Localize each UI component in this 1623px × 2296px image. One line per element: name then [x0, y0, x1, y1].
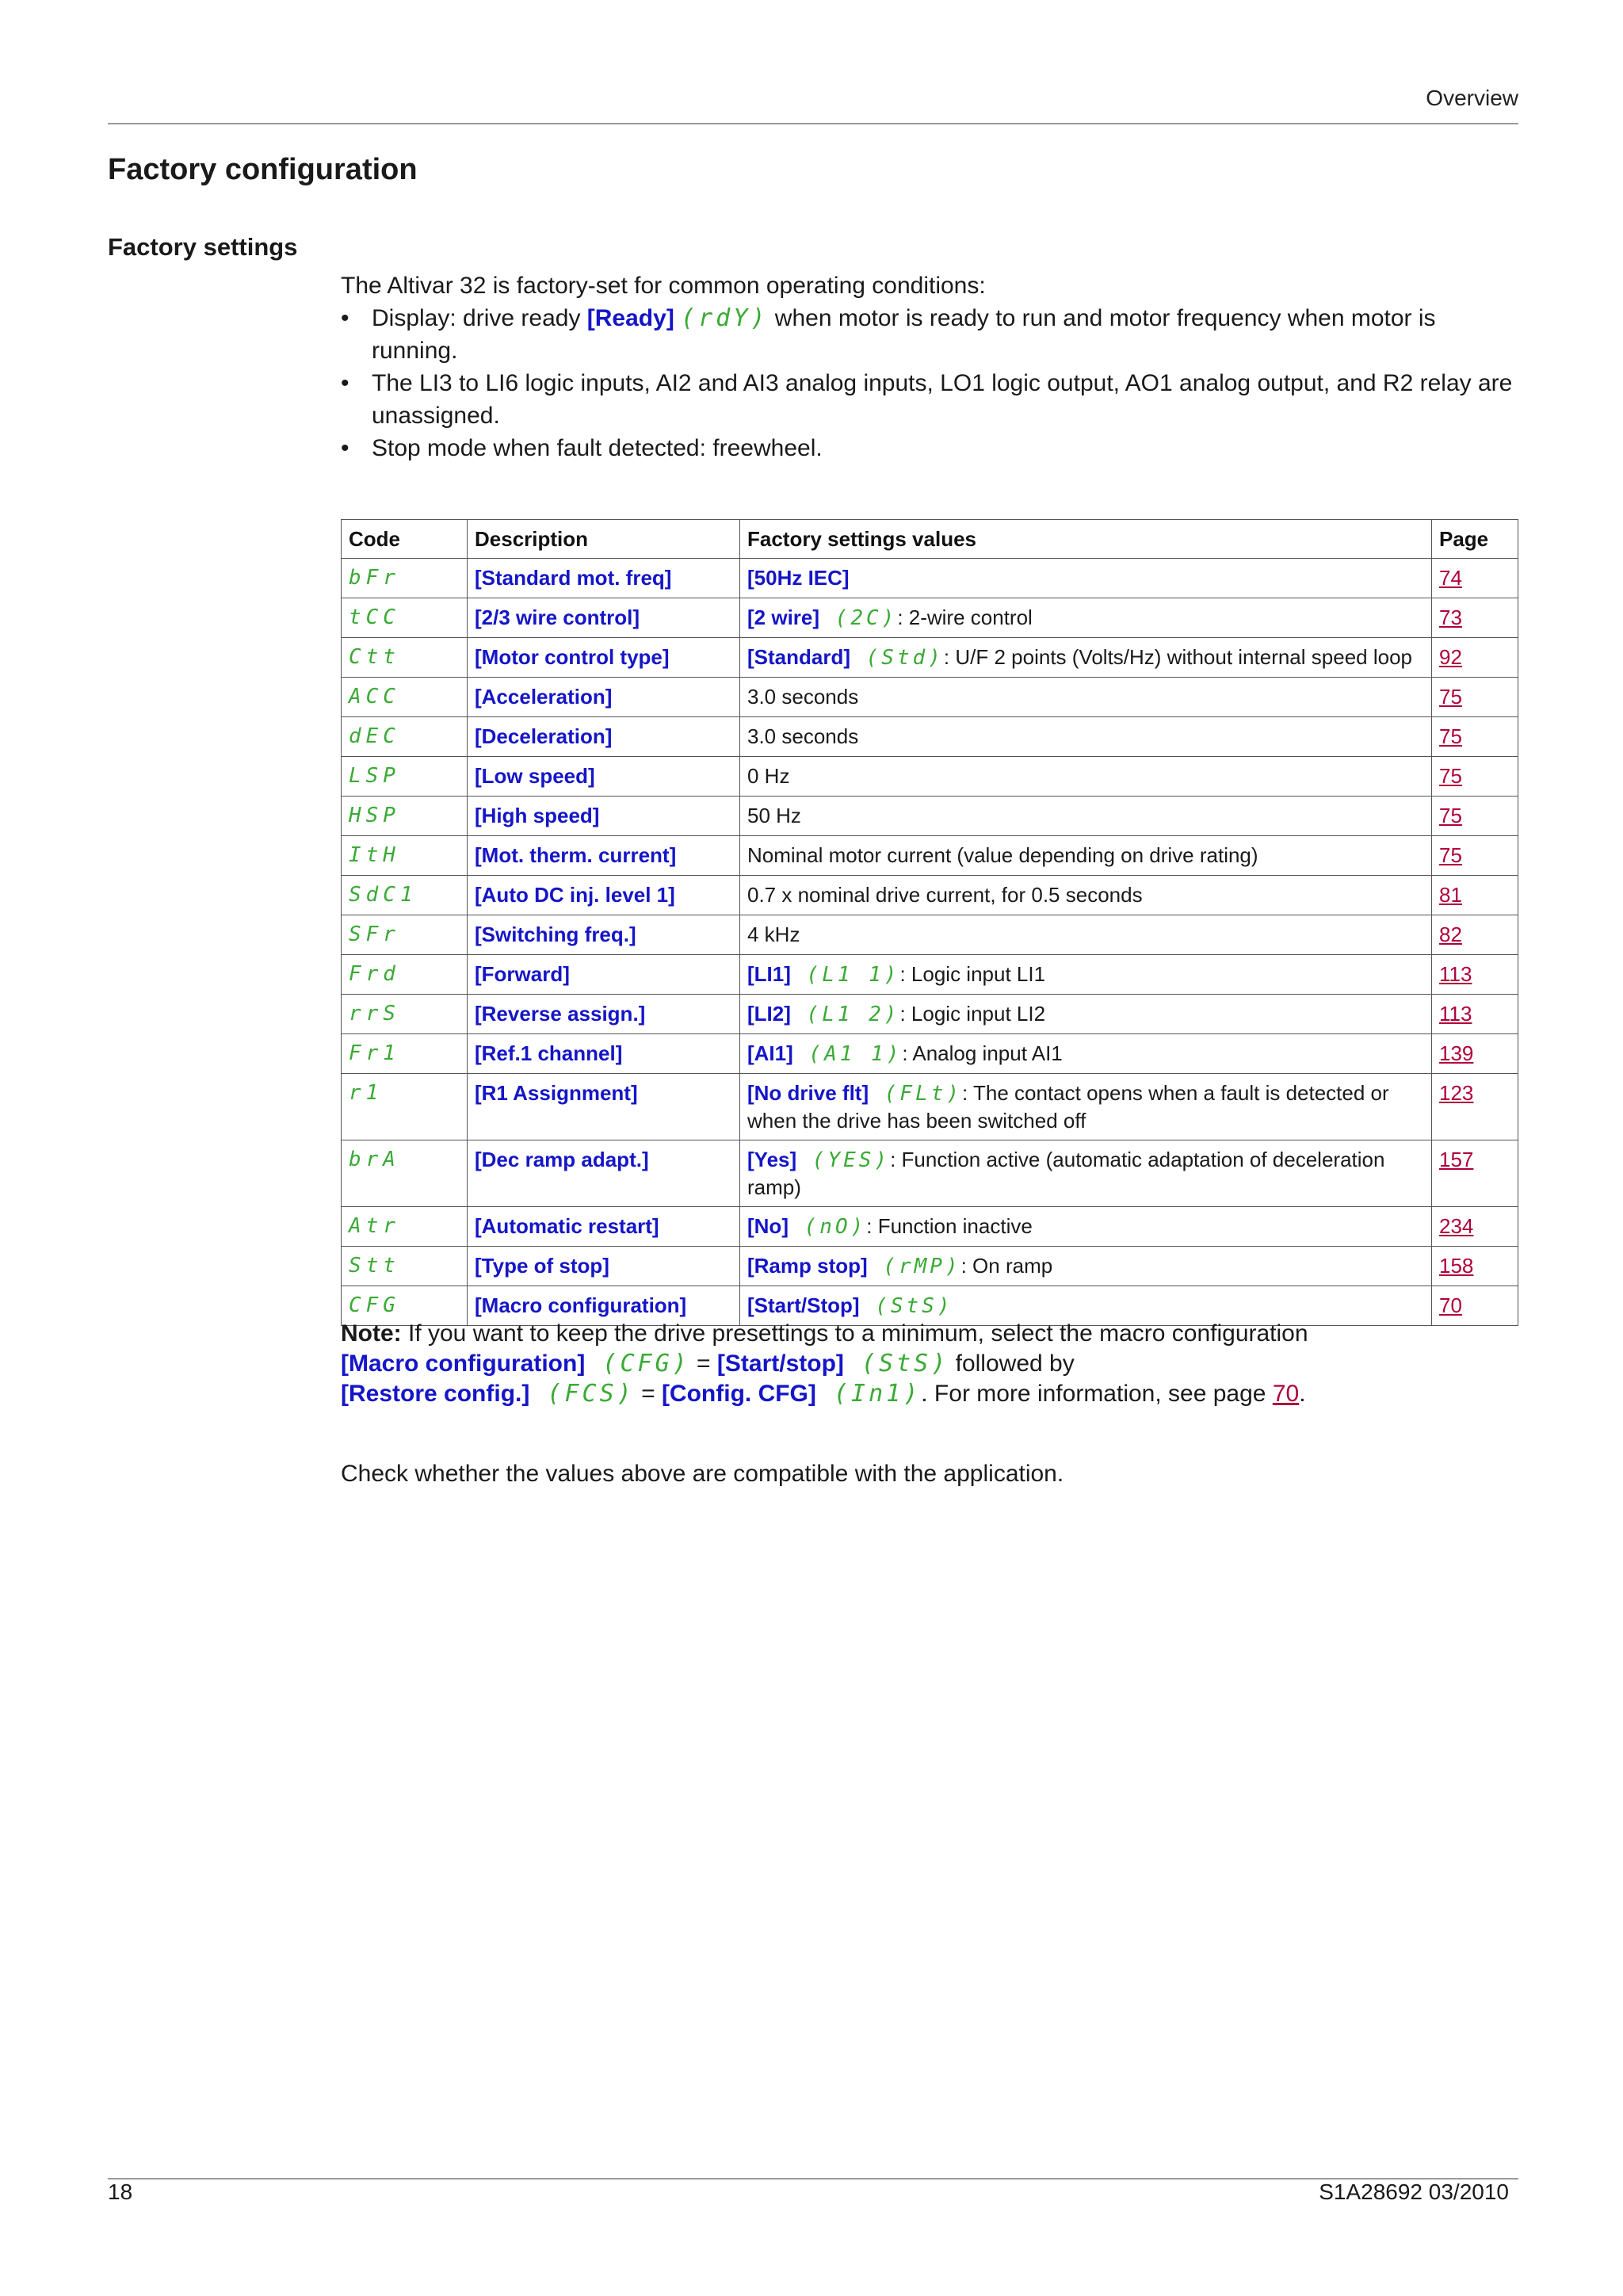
value-parameter: [Ramp stop]: [747, 1254, 868, 1278]
value-lcd-code: (Std): [850, 646, 944, 670]
factory-value: [740, 995, 1432, 1034]
page-cell: [1432, 598, 1518, 638]
table-row: [342, 598, 1518, 638]
param-config-cfg: [Config. CFG]: [661, 1381, 816, 1407]
table-row: [342, 836, 1518, 876]
page-link[interactable]: 234: [1439, 1214, 1474, 1238]
value-parameter: [Yes]: [747, 1148, 797, 1171]
page-cell: [1432, 757, 1518, 797]
page-cell: [1432, 915, 1518, 955]
factory-value: [740, 678, 1432, 717]
page-link[interactable]: 75: [1439, 843, 1462, 867]
factory-value: [740, 836, 1432, 876]
parameter-code: ItH: [342, 836, 468, 876]
parameter-description: [High speed]: [468, 797, 740, 836]
value-lcd-code: (L1 1): [790, 963, 900, 987]
page-link-70[interactable]: 70: [1272, 1381, 1300, 1407]
parameter-code: dEC: [342, 717, 468, 757]
value-lcd-code: (L1 2): [790, 1003, 900, 1026]
parameter-description: [2/3 wire control]: [468, 598, 740, 638]
page-link[interactable]: 70: [1439, 1293, 1462, 1317]
value-lcd-code: (2C): [819, 606, 898, 630]
parameter-description: [Forward]: [468, 955, 740, 995]
lcd-code-rdy: (rdY): [681, 304, 769, 332]
parameter-code: HSP: [342, 797, 468, 836]
note-line-1: [341, 1319, 1522, 1349]
value-text: : Logic input LI2: [899, 1002, 1046, 1026]
value-text: 4 kHz: [747, 923, 800, 946]
parameter-description: [Motor control type]: [468, 638, 740, 678]
parameter-code: brA: [342, 1140, 468, 1207]
value-lcd-code: (YES): [796, 1148, 891, 1172]
table-row: [342, 559, 1518, 598]
parameter-code: bFr: [342, 559, 468, 598]
parameter-description: [Low speed]: [468, 757, 740, 797]
page-link[interactable]: 73: [1439, 606, 1462, 629]
value-lcd-code: (A1 1): [792, 1042, 903, 1066]
page-title: Factory configuration: [108, 153, 418, 186]
note-block: [341, 1319, 1522, 1409]
lcd-code-cfg: (CFG): [585, 1350, 690, 1377]
factory-value: [740, 1247, 1432, 1286]
section-subtitle: Factory settings: [108, 233, 298, 261]
table-row: [342, 797, 1518, 836]
parameter-code: CFG: [342, 1286, 468, 1326]
page-cell: [1432, 995, 1518, 1034]
document-reference: S1A28692 03/2010: [1319, 2179, 1509, 2204]
page-cell: [1432, 1074, 1518, 1140]
parameter-code: tCC: [342, 598, 468, 638]
table-row: [342, 915, 1518, 955]
page-cell: [1432, 797, 1518, 836]
parameter-code: Frd: [342, 955, 468, 995]
value-text: : Logic input LI1: [899, 962, 1046, 986]
column-header-code: Code: [342, 520, 468, 559]
page-cell: [1432, 678, 1518, 717]
table-row: [342, 955, 1518, 995]
value-text: 3.0 seconds: [747, 724, 859, 748]
param-start-stop: [Start/stop]: [716, 1350, 844, 1377]
page-link[interactable]: 75: [1439, 724, 1462, 748]
parameter-code: Stt: [342, 1247, 468, 1286]
value-text: : Analog input AI1: [902, 1041, 1063, 1065]
value-text: : The contact opens when a fault is detected or when the drive has been switched off: [747, 1081, 1389, 1133]
factory-value: [740, 638, 1432, 678]
value-parameter: [LI1]: [747, 962, 791, 986]
lcd-code-in1: (In1): [815, 1380, 922, 1408]
table-body: [342, 559, 1518, 1326]
parameter-code: ACC: [342, 678, 468, 717]
parameter-code: r1: [342, 1074, 468, 1140]
value-text: : Function inactive: [866, 1214, 1033, 1238]
table-row: [342, 678, 1518, 717]
parameter-code: SFr: [342, 915, 468, 955]
parameter-code: rrS: [342, 995, 468, 1034]
intro-block: [341, 269, 1522, 464]
factory-settings-table: [341, 519, 1518, 1326]
factory-value: [740, 1207, 1432, 1247]
page-link[interactable]: 113: [1439, 1002, 1472, 1026]
parameter-description: [Automatic restart]: [468, 1207, 740, 1247]
factory-value: [740, 797, 1432, 836]
parameter-description: [Switching freq.]: [468, 915, 740, 955]
parameter-description: [Macro configuration]: [468, 1286, 740, 1326]
table-row: [342, 1207, 1518, 1247]
value-lcd-code: (StS): [859, 1294, 953, 1318]
intro-bullet-list: [341, 302, 1522, 464]
value-text: Nominal motor current (value depending on drive rating): [747, 843, 1258, 867]
value-text: : U/F 2 points (Volts/Hz) without internal speed loop: [943, 645, 1412, 669]
table-row: [342, 1247, 1518, 1286]
value-text: : On ramp: [960, 1254, 1053, 1278]
bullet-icon: •: [341, 305, 349, 331]
factory-value: [740, 1140, 1432, 1207]
footer-divider: [108, 2178, 1518, 2179]
page-link[interactable]: 113: [1439, 962, 1472, 986]
table-row: [342, 717, 1518, 757]
page-link[interactable]: 75: [1439, 804, 1462, 827]
parameter-description: [Standard mot. freq]: [468, 559, 740, 598]
note-line-3: [341, 1379, 1522, 1409]
parameter-code: SdC1: [342, 876, 468, 915]
value-parameter: [AI1]: [747, 1041, 793, 1065]
page-link[interactable]: 92: [1439, 645, 1462, 669]
column-header-description: Description: [468, 520, 740, 559]
table-row: [342, 876, 1518, 915]
bullet-text: Stop mode when fault detected: freewheel.: [372, 435, 823, 461]
header-divider: [108, 123, 1518, 124]
table-row: [342, 1074, 1518, 1140]
column-header-page: Page: [1432, 520, 1518, 559]
factory-value: [740, 955, 1432, 995]
table-row: [342, 638, 1518, 678]
page-link[interactable]: 75: [1439, 764, 1462, 788]
table-row: [342, 1034, 1518, 1074]
equals-text: =: [689, 1350, 717, 1377]
equals-text: =: [634, 1381, 662, 1407]
param-macro-configuration: [Macro configuration]: [341, 1350, 586, 1377]
parameter-description: [Type of stop]: [468, 1247, 740, 1286]
table-row: [342, 757, 1518, 797]
parameter-description: [Acceleration]: [468, 678, 740, 717]
table-header-row: [342, 520, 1518, 559]
page-link[interactable]: 81: [1439, 883, 1462, 907]
intro-lead: The Altivar 32 is factory-set for common operating conditions:: [341, 273, 986, 299]
note-label: Note:: [341, 1320, 402, 1347]
factory-value: [740, 757, 1432, 797]
page-link[interactable]: 75: [1439, 685, 1462, 709]
parameter-code: Fr1: [342, 1034, 468, 1074]
value-lcd-code: (FLt): [869, 1082, 963, 1106]
value-parameter: [No drive flt]: [747, 1081, 869, 1105]
param-ready: [Ready]: [586, 305, 674, 331]
page-cell: [1432, 1207, 1518, 1247]
page-cell: [1432, 717, 1518, 757]
value-text: 3.0 seconds: [747, 685, 859, 709]
value-text: 0.7 x nominal drive current, for 0.5 seconds: [747, 883, 1143, 907]
compatibility-check-text: Check whether the values above are compatible with the application.: [341, 1461, 1064, 1487]
parameter-description: [Mot. therm. current]: [468, 836, 740, 876]
page-cell: [1432, 1247, 1518, 1286]
parameter-code: LSP: [342, 757, 468, 797]
factory-value: [740, 876, 1432, 915]
table-row: [342, 995, 1518, 1034]
parameter-description: [Auto DC inj. level 1]: [468, 876, 740, 915]
parameter-code: Atr: [342, 1207, 468, 1247]
page-cell: [1432, 876, 1518, 915]
parameter-description: [Ref.1 channel]: [468, 1034, 740, 1074]
page-number: 18: [108, 2179, 133, 2204]
factory-value: [740, 915, 1432, 955]
lcd-code-sts: (StS): [843, 1350, 949, 1377]
value-parameter: [Start/Stop]: [747, 1293, 860, 1317]
note-line-2: [341, 1349, 1522, 1379]
page-link[interactable]: 139: [1439, 1041, 1474, 1065]
factory-value: [740, 598, 1432, 638]
bullet-text: Display: drive ready: [372, 305, 587, 331]
factory-value: [740, 1034, 1432, 1074]
header-section-label: Overview: [1426, 86, 1518, 110]
value-parameter: [No]: [747, 1214, 789, 1238]
parameter-description: [R1 Assignment]: [468, 1074, 740, 1140]
bullet-icon: •: [341, 370, 349, 396]
page-link[interactable]: 157: [1439, 1148, 1474, 1171]
param-restore-config: [Restore config.]: [341, 1381, 530, 1407]
value-text: 50 Hz: [747, 804, 801, 827]
table-row: [342, 1140, 1518, 1207]
parameter-description: [Dec ramp adapt.]: [468, 1140, 740, 1207]
column-header-value: Factory settings values: [740, 520, 1432, 559]
page-cell: [1432, 955, 1518, 995]
parameter-code: Ctt: [342, 638, 468, 678]
value-text: 0 Hz: [747, 764, 790, 788]
bullet-icon: •: [341, 435, 349, 461]
intro-bullet-display: [341, 302, 1522, 367]
value-parameter: [LI2]: [747, 1002, 791, 1026]
page-cell: [1432, 1034, 1518, 1074]
factory-value: [740, 559, 1432, 598]
page-link[interactable]: 82: [1439, 923, 1462, 946]
value-parameter: [2 wire]: [747, 606, 820, 629]
bullet-text: The LI3 to LI6 logic inputs, AI2 and AI3 analog inputs, LO1 logic output, AO1 analog output, and R2 relay are unassigned.: [372, 370, 1513, 429]
note-text: If you want to keep the drive presettings to a minimum, select the macro configuration: [401, 1320, 1308, 1347]
note-text: followed by: [949, 1350, 1075, 1377]
page-cell: [1432, 836, 1518, 876]
page-cell: [1432, 559, 1518, 598]
page-cell: [1432, 638, 1518, 678]
page-link[interactable]: 123: [1439, 1081, 1474, 1105]
note-text: .: [1299, 1381, 1306, 1407]
factory-value: [740, 717, 1432, 757]
parameter-description: [Deceleration]: [468, 717, 740, 757]
intro-bullet-stop-mode: [341, 432, 1522, 464]
page-link[interactable]: 158: [1439, 1254, 1474, 1278]
page-link[interactable]: 74: [1439, 566, 1462, 590]
value-lcd-code: (rMP): [867, 1255, 961, 1278]
value-lcd-code: (nO): [788, 1215, 867, 1239]
intro-bullet-unassigned: [341, 367, 1522, 432]
bullet-text: when motor is ready to run and motor frequency when motor is running.: [372, 305, 1436, 364]
value-parameter: [Standard]: [747, 645, 850, 669]
page-cell: [1432, 1140, 1518, 1207]
value-text: : 2-wire control: [897, 606, 1033, 629]
value-text: : Function active (automatic adaptation of deceleration ramp): [747, 1148, 1385, 1199]
value-parameter: [50Hz IEC]: [747, 566, 850, 590]
note-text: . For more information, see page: [921, 1381, 1273, 1407]
lcd-code-fcs: (FCS): [529, 1380, 635, 1408]
parameter-description: [Reverse assign.]: [468, 995, 740, 1034]
factory-value: [740, 1074, 1432, 1140]
